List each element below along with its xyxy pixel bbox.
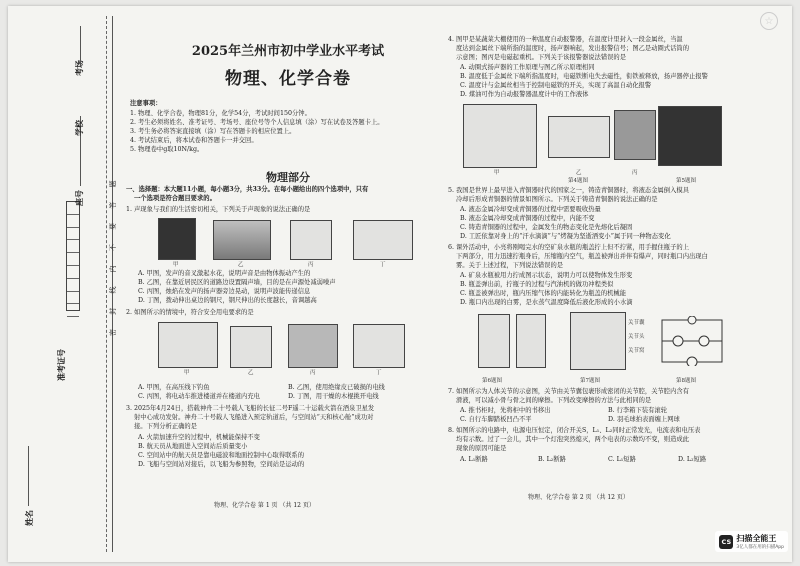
q6-figure-twisted-bottle [516,314,546,368]
scanner-tagline: 3亿人都在用的扫描App [736,545,784,550]
q4-figure-microphone [548,116,610,158]
q4-label-c: 丙 [632,170,638,176]
seal-text: 密 封 线 内 不 要 答 题 [109,174,117,336]
q8-stem-3: 现象的原因可能是 [456,445,507,452]
q8-stem-2: 均有示数。过了一会儿，其中一个灯泡突然熄灭，两个电表的示数均不变，则造成此 [456,436,689,443]
q2-label-b: 乙 [248,370,254,376]
q8-option-d: D. L₂短路 [678,456,707,463]
q8-stem: 8. 如图所示的电路中，电源电压恒定，闭合开关S，L₁、L₂同时正常发光，电流表和电压表 [448,427,701,434]
q2-figure-wire [230,326,272,368]
notice-line-1: 1. 物理、化学合卷，物理81分，化学54分，考试时间150分钟。 [130,110,311,117]
q4-option-a: A. 动圈式扬声器的工作原理与图乙所示原理相同 [460,64,595,71]
q2-label-d: 丁 [376,370,382,376]
q4-caption: 第4题图 [568,178,588,184]
q7-label-head: 关节头 [628,334,645,340]
binding-margin [8,6,120,562]
q8-caption: 第8题图 [676,378,696,384]
q5-option-c: C. 铸造青铜器的过程中，金属发生的物态变化是先熔化后凝固 [460,224,633,231]
q1-label-d: 丁 [380,262,386,268]
q4-stem-3: 示意图；图丙是电磁起重机。下列关于该报警器说法错误的是 [456,54,627,61]
q1-option-d: D. 丁图，拨动伸出桌边的钢尺，钢尺伸出的长度越长，音调越高 [138,297,317,304]
q1-figure-sound-barrier [213,220,271,260]
q7-caption: 第7题图 [580,378,600,384]
q2-stem: 2. 如图所示的情境中，符合安全用电要求的是 [126,309,254,316]
q2-figure-stick [353,324,405,368]
q2-label-c: 丙 [310,370,316,376]
q8-option-c: C. L₁短路 [608,456,636,463]
q7-stem-2: 滑液，可以减小骨与骨之间的摩擦。下列改变摩擦的方法与此相同的是 [456,397,652,404]
exam-subject: 物理、化学合卷 [225,69,351,89]
name-label: 姓名 [24,510,34,526]
exam-no-label: 准考证号 [56,349,66,381]
q3-option-a: A. 火箭加速升空的过程中，机械能保持不变 [138,434,260,441]
q6-option-d: D. 瓶口内出现的白雾，是水蒸气温度降低后液化形成的小水滴 [460,299,633,306]
q3-option-d: D. 飞船与空间站对接后，以飞船为参照物，空间站是运动的 [138,461,305,468]
q6-option-b: B. 瓶盖弹出前，拧瓶子的过程与汽油机的做功冲程类似 [460,281,614,288]
q1-figure-tuning-fork [158,218,196,260]
q4-option-c: C. 温度计与金属丝相当于控制电磁铁的开关，实现了高温自动化报警 [460,82,652,89]
scanner-name: 扫描全能王 [736,534,777,543]
q3-stem-2: 射中心成功发射。神舟二十号载人飞船进入预定轨道后，与空间站“天和核心舱”成功对 [134,414,374,421]
q7-label-socket: 关节窝 [628,348,645,354]
q1-option-c: C. 丙图，烛焰在发声的扬声器旁边晃动，说明声波能传递信息 [138,288,311,295]
q4-stem-2: 度达到金属丝下端所指的温度时，扬声器响起，发出报警信号；图乙是动圈式话筒的 [456,45,689,52]
scanner-logo-icon: CS [719,535,733,549]
q7-option-c: C. 自行车脚踏板凹凸不平 [460,416,532,423]
q8-option-b: B. L₂断路 [538,456,566,463]
q5-option-b: B. 液态金属冷却变成青铜器的过程中，内能不变 [460,215,595,222]
q6-figure-bottle [478,314,510,368]
notice-line-5: 5. 物理卷中g取10N/kg。 [130,146,204,153]
scan-corner-icon: ☆ [760,12,778,30]
q1-label-a: 甲 [173,262,179,268]
q3-stem: 3. 2025年4月24日，搭载神舟二十号载人飞船的长征二号F遥二十运载火箭在酒泉卫星发 [126,405,375,412]
q2-label-a: 甲 [184,370,190,376]
name-line [28,446,29,506]
q5-caption: 第5题图 [676,178,696,184]
section-1-title: 一、选择题：本大题11小题，每小题3分，共33分。在每小题给出的四个选项中，只有 [126,186,369,193]
q7-label-capsule: 关节囊 [628,320,645,326]
q7-option-a: A. 推书柜时，先将柜中的书移出 [460,407,551,414]
room-label: 考场 [74,60,84,76]
school-label: 学校 [74,120,84,136]
q4-label-b: 乙 [576,170,582,176]
physics-heading: 物理部分 [266,171,310,184]
q1-option-a: A. 甲图，发声的音叉激起水花，说明声音是由物体振动产生的 [138,270,311,277]
exam-sheet [8,6,792,562]
q5-stem-2: 冷却后形成青铜器的情景如图所示。下列关于铸造青铜器的说法正确的是 [456,196,658,203]
q3-stem-3: 接。下列分析正确的是 [134,423,197,430]
q2-option-b: B. 乙图，使用绝缘皮已破损的电线 [288,384,385,391]
q1-label-b: 乙 [238,262,244,268]
q6-stem-2: 下两部分，用力迅速拧瓶身后，压缩瓶内空气，瓶盖被弹出并伴有爆声，同时瓶口内出现白 [456,253,708,260]
q7-option-d: D. 羽毛球拍表面缠上网球 [608,416,680,423]
q2-option-d: D. 丁图，用干燥的木棍挑开电线 [288,393,379,400]
q5-stem: 5. 我国是世界上最早进入青铜器时代的国家之一，铸造青铜器时，将液态金属倒入模具 [448,187,689,194]
exam-no-grid[interactable] [66,201,80,311]
q4-figure-alarm-circuit [463,104,537,168]
q4-option-d: D. 煤油可作为自动报警器温度计中的工作液体 [460,91,589,98]
q1-option-b: B. 乙图，在靠近居民区的道路边设置隔声墙，目的是在声源处减弱噪声 [138,279,336,286]
q5-option-a: A. 液态金属冷却变成青铜器的过程中需要吸收热量 [460,206,601,213]
q5-option-d: D. 工匠依靠对身上的“汗水滴滴”与“烤凝为坚逝洒变小”属于同一种物态变化 [460,233,671,240]
q8-option-a: A. L₁断路 [460,456,488,463]
seal-dash-line [106,16,107,552]
scanner-watermark [715,531,788,552]
q4-figure-crane [614,110,656,160]
notice-heading: 注意事项： [130,100,162,107]
exam-title: 2025年兰州市初中学业水平考试 [191,44,385,59]
seat-label: 座号 [74,190,84,206]
q1-label-c: 丙 [308,262,314,268]
q6-stem-3: 雾。关于上述过程，下列说法错误的是 [456,262,564,269]
q6-option-a: A. 矿泉水瓶被用力拧成图示状态，说明力可以使物体发生形变 [460,272,633,279]
q7-figure-joint [570,312,626,370]
q4-option-b: B. 温度低于金属丝下端所指温度时，电磁铁断电失去磁性，衔铁被释放，扬声器停止报警 [460,73,708,80]
q4-stem: 4. 图甲是某蔬菜大棚使用的一种温度自动报警器，在温度计里封入一段金属丝，当温 [448,36,683,43]
q6-stem: 6. 课外活动中，小亮将刚喝完水的空矿泉水瓶的瓶盖拧上但不拧紧，用手握住瓶子的上 [448,244,689,251]
q3-option-b: B. 航天员从地面进入空间站后质量变小 [138,443,248,450]
q7-option-b: B. 行李箱下装有滚轮 [608,407,668,414]
notice-line-2: 2. 考生必须将姓名、准考证号、考场号、座位号等个人信息填（涂）写在试卷及答题卡上。 [130,119,384,126]
q2-option-c: C. 丙图，将电动车推进楼道并在楼道内充电 [138,393,260,400]
notice-line-4: 4. 考试结束后，将本试卷和答题卡一并交回。 [130,137,258,144]
q7-stem: 7. 如图所示为人体关节的示意图，关节由关节囊包裹形成密闭的关节腔，关节腔内含有 [448,388,689,395]
q6-option-c: C. 瓶盖被弹出时，瓶内压缩气体的内能转化为瓶盖的机械能 [460,290,627,297]
footer-left: 物理、化学合卷 第 1 页 （共 12 页） [214,502,315,509]
q8-figure-circuit [658,316,728,366]
q2-figure-ebike [288,324,338,368]
q1-stem: 1. 声现象与我们的生活密切相关，下列关于声现象的说法正确的是 [126,206,311,213]
q1-figure-ruler [353,220,413,260]
footer-right: 物理、化学合卷 第 2 页 （共 12 页） [528,494,629,501]
room-line [80,26,81,66]
q3-option-c: C. 空间站中的航天员是靠电磁波和地面控制中心取得联系的 [138,452,305,459]
q5-figure-casting [658,106,722,166]
q1-figure-speaker-candle [290,220,332,260]
q2-figure-fishing [158,322,218,368]
section-1-title-cont: 一个选项是符合题目要求的。 [134,195,216,202]
q2-option-a: A. 甲图，在高压线下钓鱼 [138,384,210,391]
notice-line-3: 3. 考生务必将答案直接填（涂）写在答题卡的相应位置上。 [130,128,296,135]
q4-label-a: 甲 [494,170,500,176]
q6-caption: 第6题图 [482,378,502,384]
